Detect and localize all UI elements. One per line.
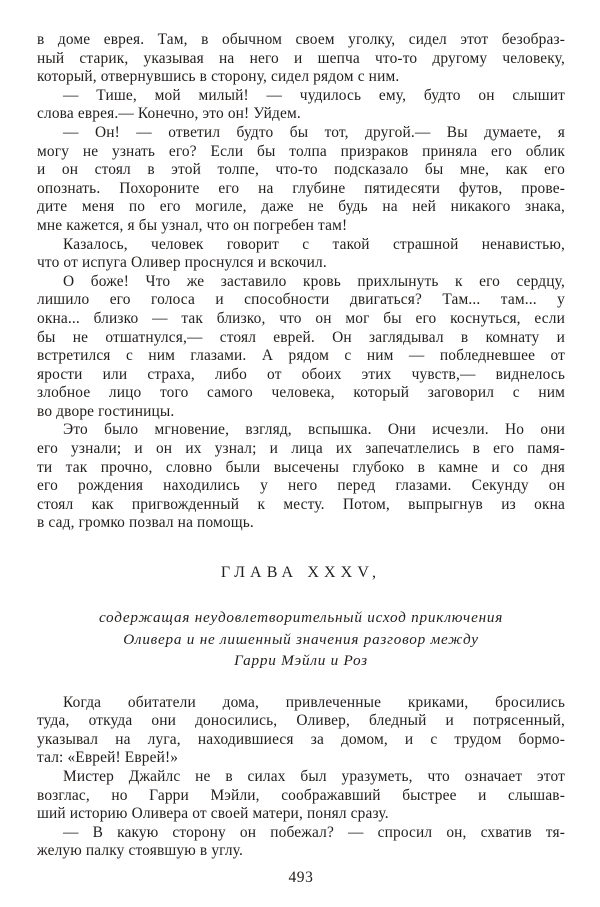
subtitle-line: содержащая неудовлетворительный исход приключения <box>98 609 504 627</box>
text-line: ти так прочно, словно были высечены глубоко в камне и со дня <box>37 458 565 476</box>
text-line: О боже! Что же заставило кровь прихлынуть к его сердцу, <box>63 272 565 290</box>
paragraph <box>37 124 565 236</box>
top-paragraphs <box>37 31 565 533</box>
text-line: стоял как пригвожденный к месту. Потом, выпрыгнув из окна <box>37 495 565 513</box>
page-number: 493 <box>288 868 314 886</box>
text-line: туда, откуда они доносились, Оливер, бледный и потрясенный, <box>37 712 565 730</box>
paragraph <box>37 824 565 861</box>
text-line: Мистер Джайлс не в силах был уразуметь, что означает этот <box>63 767 565 785</box>
text-line: который, отвернувшись в сторону, сидел рядом с ним. <box>37 68 400 86</box>
subtitle-line: Гарри Мэйли и Роз <box>234 652 368 670</box>
text-line: Это было мгновение, взгляд, вспышка. Они исчезли. Но они <box>63 421 565 439</box>
text-line: во дворе гостиницы. <box>37 402 175 420</box>
text-line: встретился с ним глазами. А рядом с ним — побледневшее от <box>37 347 565 365</box>
paragraph <box>37 31 565 87</box>
text-line: Когда обитатели дома, привлеченные криками, бросились <box>63 693 565 711</box>
text-line: злобное лицо того самого человека, который заговорил с ним <box>37 384 565 402</box>
text-line: — Он! — ответил будто бы тот, другой.— Вы думаете, я <box>63 123 565 141</box>
subtitle-line: Оливера и не лишенный значения разговор между <box>123 630 479 648</box>
text-line: Казалось, человек говорит с такой страшной ненавистью, <box>63 235 565 253</box>
text-line: в сад, громко позвал на помощь. <box>37 514 254 532</box>
text-line: мне кажется, я бы узнал, что он погребен там! <box>37 216 348 234</box>
text-line: в доме еврея. Там, в обычном своем уголку, сидел этот безобраз- <box>37 31 565 48</box>
text-line: тал: «Еврей! Еврей!» <box>37 749 179 767</box>
text-line: бы не отшатнулся,— стоял еврей. Он заглядывал в комнату и <box>37 328 565 346</box>
chapter-heading: ГЛАВА XXXV, <box>220 564 382 582</box>
chapter-subtitle <box>37 607 565 672</box>
text-line: слова еврея.— Конечно, это он! Уйдем. <box>37 105 301 123</box>
paragraph <box>37 694 565 768</box>
text-line: — Тише, мой милый! — чудилось ему, будто он слышит <box>63 86 565 104</box>
text-line: что от испуга Оливер проснулся и вскочил. <box>37 254 327 272</box>
text-line: могу не узнать его? Если бы толпа призраков приняла его облик <box>37 142 565 160</box>
paragraph <box>37 273 565 422</box>
text-line: и он стоял в этой толпе, что-то подсказало бы мне, как его <box>37 161 565 179</box>
text-line: ший историю Оливера от своей матери, понял сразу. <box>37 805 389 823</box>
paragraph <box>37 236 565 273</box>
text-line: его узнали; и он их узнал; и лица их запечатлелись в его памя- <box>37 440 565 458</box>
text-line: ный старик, указывая на него и шепча что-то другому человеку, <box>37 49 565 67</box>
text-block <box>37 31 565 887</box>
text-line: указывал на луга, находившиеся за домом, и с трудом бормо- <box>37 730 565 748</box>
text-line: лишило его голоса и способности двигаться? Там... там... у <box>37 291 565 309</box>
text-line: окна... близко — так близко, что он мог бы его коснуться, если <box>37 309 565 327</box>
text-line: его рождения находились у него перед глазами. Секунду он <box>37 477 565 495</box>
bottom-paragraphs <box>37 694 565 861</box>
paragraph <box>37 421 565 533</box>
text-line: ярости или страха, либо от обоих этих чувств,— виднелось <box>37 365 565 383</box>
text-line: дите меня по его могиле, даже не будь на ней никакого знака, <box>37 198 565 216</box>
text-line: желую палку стоявшую в углу. <box>37 842 243 860</box>
text-line: опознать. Похороните его на глубине пятидесяти футов, прове- <box>37 179 565 197</box>
paragraph <box>37 87 565 124</box>
text-line: — В какую сторону он побежал? — спросил он, схватив тя- <box>63 823 565 841</box>
text-line: возглас, но Гарри Мэйли, соображавший быстрее и слышав- <box>37 786 565 804</box>
paragraph <box>37 768 565 824</box>
